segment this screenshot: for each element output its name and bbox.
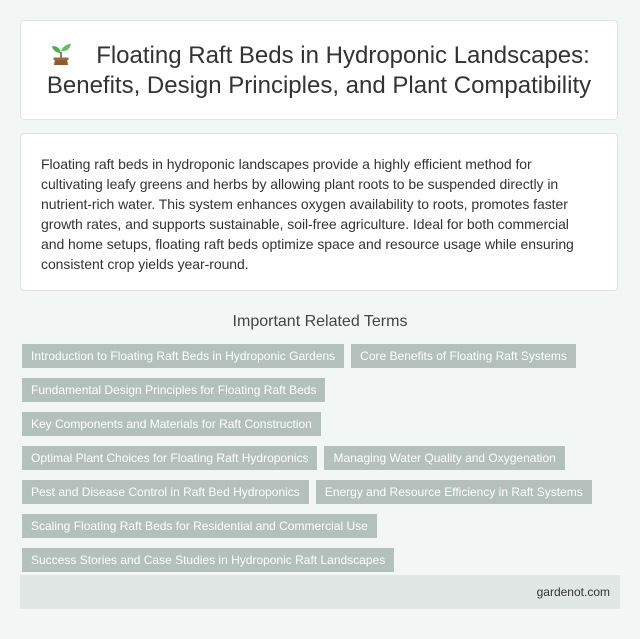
page-title-block xyxy=(39,40,599,101)
footer-site-name: gardenot.com xyxy=(536,585,610,599)
related-term-tag[interactable]: Core Benefits of Floating Raft Systems xyxy=(351,344,576,368)
title-card xyxy=(20,20,618,120)
related-term-tag[interactable]: Introduction to Floating Raft Beds in Hydroponic Gardens xyxy=(22,344,344,368)
related-terms-list xyxy=(22,344,622,572)
related-term-tag[interactable]: Success Stories and Case Studies in Hydroponic Raft Landscapes xyxy=(22,548,394,572)
related-term-tag[interactable]: Fundamental Design Principles for Floating Raft Beds xyxy=(22,378,325,402)
related-term-tag[interactable]: Managing Water Quality and Oxygenation xyxy=(324,446,564,470)
seedling-icon xyxy=(48,40,74,66)
footer xyxy=(20,575,620,609)
related-term-tag[interactable]: Pest and Disease Control in Raft Bed Hydroponics xyxy=(22,480,309,504)
related-term-tag[interactable]: Key Components and Materials for Raft Construction xyxy=(22,412,321,436)
summary-text: Floating raft beds in hydroponic landscapes provide a highly efficient method for cultivating leafy greens and herbs by allowing plant roots to be suspended directly in nutrient-rich water. This system enhances oxygen availability to roots, promotes faster growth rates, and supports sustainable, soil-free agriculture. Ideal for both commercial and home setups, floating raft beds optimize space and resource usage while ensuring consistent crop yields year-round. xyxy=(41,156,574,272)
related-term-tag[interactable]: Optimal Plant Choices for Floating Raft Hydroponics xyxy=(22,446,317,470)
related-terms-heading: Important Related Terms xyxy=(232,313,408,330)
page-title: Floating Raft Beds in Hydroponic Landscapes: Benefits, Design Principles, and Plant Compatibility xyxy=(46,41,592,99)
related-term-tag[interactable]: Scaling Floating Raft Beds for Residential and Commercial Use xyxy=(22,514,377,538)
summary-card xyxy=(20,133,618,291)
related-term-tag[interactable]: Energy and Resource Efficiency in Raft Systems xyxy=(316,480,592,504)
